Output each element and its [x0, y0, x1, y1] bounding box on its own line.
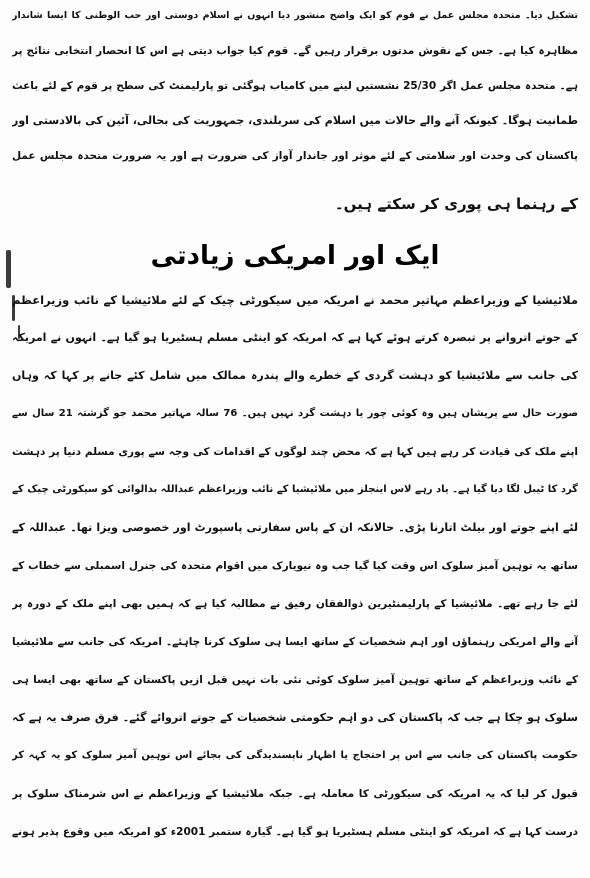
text-line: مظاہرہ کیا ہے۔ جس کے نقوش مدتوں برقرار رہیں گے۔ قوم کیا جواب دیتی ہے اس کا انحصار انتخابی نتائج پر: [12, 45, 578, 57]
text-line: ساتھ یہ توہین آمیز سلوک اس وقت کیا گیا جب وہ نیویارک میں اقوام متحدہ کی جنرل اسمبلی سے خطاب کے: [12, 560, 578, 572]
text-line: تشکیل دیا۔ متحدہ مجلس عمل نے قوم کو ایک واضح منشور دیا انہوں نے اسلام دوستی اور حب الوطنی کا ایسا شاندار: [12, 10, 578, 21]
text-line: سلوک ہو چکا ہے جب کہ پاکستان کی دو اہم حکومتی شخصیات کے جوتے اتروائے گئے۔ فرق صرف یہ ہے کہ: [12, 711, 578, 724]
text-line: حکومت پاکستان کی جانب سے اس پر احتجاج یا اظہار ناپسندیدگی کی بجائے اس توہین آمیز سلوک کو یہ کہہ کر: [12, 750, 578, 761]
text-line: لئے جا رہے تھے۔ ملائیشیا کے پارلیمنٹیرین ذوالفقان رفیق نے مطالبہ کیا ہے کہ ہمیں بھی اپنے ملک کے دورہ پر: [12, 598, 578, 610]
text-line: کے رہنما ہی پوری کر سکتے ہیں۔: [334, 195, 578, 213]
text-line: درست کہا ہے کہ امریکہ کو اینٹی مسلم ہسٹیریا ہو گیا ہے۔ گیارہ ستمبر 2001ء کو امریکہ میں وقوع پذیر ہونے: [12, 826, 578, 838]
text-line: آنے والے امریکی رہنماؤں اور اہم شخصیات کے ساتھ ایسا ہی سلوک کرنا چاہئے۔ امریکہ کی جانب سے ملائیشیا: [12, 636, 578, 648]
section-heading: ایک اور امریکی زیادتی: [150, 241, 440, 271]
text-line: گرد کا ٹیبل لگا دیا گیا ہے۔ یاد رہے لاس اینجلز میں ملائیشیا کے نائب وزیراعظم عبداللہ بدالوائی کو سیکورٹی چیک کے: [12, 484, 578, 495]
text-line: صورت حال سے پریشان ہیں وہ کوئی چور یا دہشت گرد نہیں ہیں۔ 76 سالہ مہاتیر محمد جو گزشتہ 21 سال سے: [12, 408, 578, 419]
text-line: طمانیت ہوگا۔ کیونکہ آنے والے حالات میں اسلام کی سربلندی، جمہوریت کی بحالی، آئین کی بالادستی اور: [12, 114, 578, 127]
text-line: ملائیشیا کے وزیراعظم مہاتیر محمد نے امریکہ میں سیکورٹی چیک کے لئے ملائیشیا کے نائب وزیراعظم: [12, 293, 578, 307]
text-line: قبول کر لیا کہ یہ امریکہ کی سیکورٹی کا معاملہ ہے۔ جبکہ ملائیشیا کے وزیراعظم نے اس شرمناک سلوک پر: [12, 788, 578, 800]
text-line: کے جوتے اتروانے پر تبصرہ کرتے ہوئے کہا ہے کہ امریکہ کو اینٹی مسلم ہسٹیریا ہو گیا ہے۔ انہوں نے امریکہ: [12, 331, 578, 344]
text-line: ہے۔ متحدہ مجلس عمل اگر 25/30 نشستیں لینے میں کامیاب ہوگئی تو پارلیمنٹ کی سطح پر قوم کے لئے باعث: [12, 80, 578, 92]
text-line: اپنے ملک کی قیادت کر رہے ہیں کہا ہے کہ محض چند لوگوں کے اقدامات کی وجہ سے پوری مسلم دنیا پر دہشت: [12, 446, 578, 458]
text-line: لئے اپنے جوتے اور بیلٹ اتارنا پڑی۔ حالانکہ ان کے پاس سفارتی پاسپورٹ اور خصوصی ویزا تھا۔ عبداللہ کے: [12, 521, 578, 534]
text-line: کی جانب سے ملائیشیا کو دہشت گردی کے خطرے والے پندرہ ممالک میں شامل کئے جانے پر کہا کہ وہاں: [12, 369, 578, 382]
text-line: کے نائب وزیراعظم کے ساتھ توہین آمیز سلوک کوئی نئی بات نہیں قبل ازیں پاکستان کے ساتھ بھی ایسا ہی: [12, 674, 578, 686]
text-line: پاکستان کی وحدت اور سلامتی کے لئے موثر اور جاندار آواز کی ضرورت ہے اور یہ ضرورت متحدہ مجلس عمل: [12, 150, 578, 162]
